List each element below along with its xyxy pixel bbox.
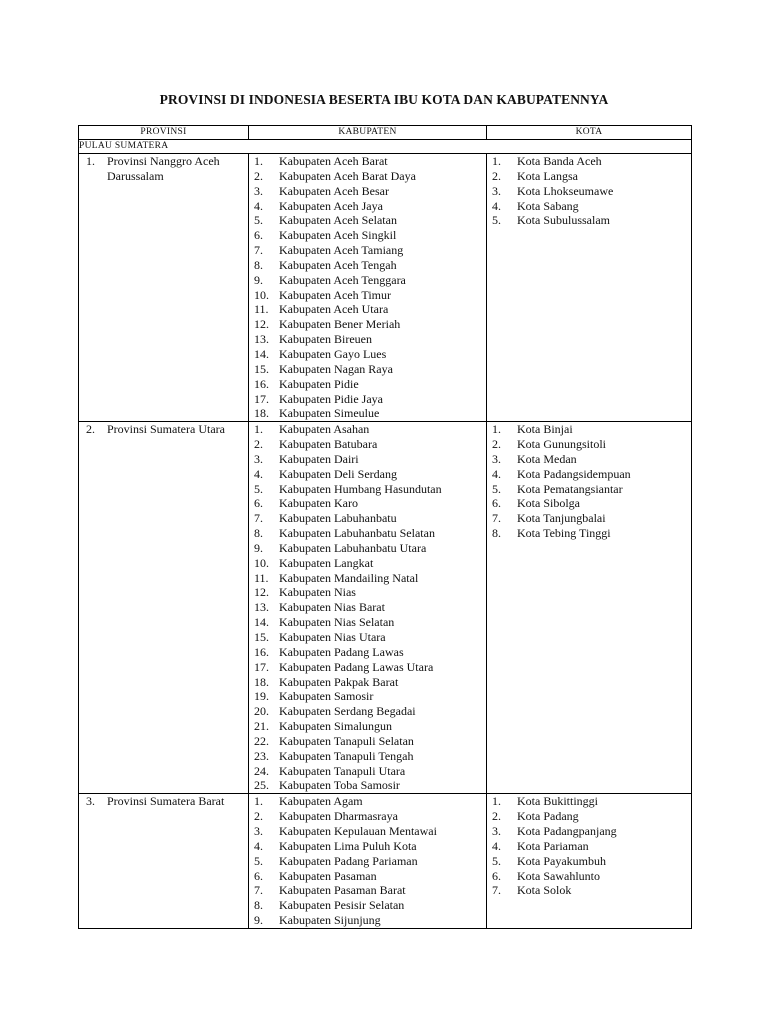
province-item xyxy=(79,422,248,437)
kota-item-label: Kota Langsa xyxy=(517,168,578,183)
kota-item xyxy=(487,496,691,511)
page-title: PROVINSI DI INDONESIA BESERTA IBU KOTA DAN KABUPATENNYA xyxy=(159,92,609,107)
kabupaten-item-label: Kabupaten Nias xyxy=(279,585,356,600)
list-number: 7. xyxy=(492,883,501,898)
kabupaten-item xyxy=(249,332,486,347)
list-number: 4. xyxy=(492,466,501,481)
list-number: 4. xyxy=(492,198,501,213)
kabupaten-item-label: Kabupaten Aceh Besar xyxy=(279,183,389,198)
header-kabupaten: KABUPATEN xyxy=(249,126,487,140)
list-number: 6. xyxy=(492,496,501,511)
kabupaten-item-label: Kabupaten Batubara xyxy=(279,437,378,452)
kabupaten-item xyxy=(249,437,486,452)
kabupaten-item xyxy=(249,600,486,615)
list-number: 7. xyxy=(254,511,263,526)
kabupaten-item-label: Kabupaten Simeulue xyxy=(279,406,380,421)
kabupaten-item-label: Kabupaten Pidie xyxy=(279,376,359,391)
kota-item-label: Kota Padang xyxy=(517,809,579,824)
kabupaten-item xyxy=(249,660,486,675)
list-number: 6. xyxy=(254,868,263,883)
list-number: 9. xyxy=(254,540,263,555)
kabupaten-item-label: Kabupaten Dairi xyxy=(279,451,359,466)
list-number: 14. xyxy=(254,346,269,361)
kota-item-label: Kota Payakumbuh xyxy=(517,853,606,868)
list-number: 21. xyxy=(254,719,269,734)
kabupaten-item-label: Kabupaten Pakpak Barat xyxy=(279,674,399,689)
kabupaten-item xyxy=(249,556,486,571)
list-number: 17. xyxy=(254,391,269,406)
kota-item xyxy=(487,824,691,839)
list-number: 1. xyxy=(254,154,263,168)
kota-cell xyxy=(487,422,692,794)
province-cell xyxy=(79,422,249,794)
list-number: 13. xyxy=(254,332,269,347)
province-cell xyxy=(79,794,249,929)
kota-item xyxy=(487,809,691,824)
kabupaten-item xyxy=(249,898,486,913)
kota-item-label: Kota Binjai xyxy=(517,422,573,437)
kota-item xyxy=(487,422,691,437)
header-row xyxy=(79,126,692,140)
list-number: 5. xyxy=(492,853,501,868)
kabupaten-item xyxy=(249,347,486,362)
header-provinsi: PROVINSI xyxy=(79,126,249,140)
list-number: 1. xyxy=(254,422,263,437)
kabupaten-item xyxy=(249,511,486,526)
kabupaten-item-label: Kabupaten Lima Puluh Kota xyxy=(279,838,417,853)
list-number: 4. xyxy=(254,198,263,213)
kab-cell xyxy=(249,422,487,794)
header-kota: KOTA xyxy=(487,126,692,140)
kabupaten-item xyxy=(249,169,486,184)
island-label: PULAU SUMATERA xyxy=(79,140,692,154)
kota-item xyxy=(487,452,691,467)
kabupaten-item xyxy=(249,362,486,377)
kabupaten-item-label: Kabupaten Aceh Timur xyxy=(279,287,391,302)
kabupaten-item xyxy=(249,317,486,332)
list-number: 2. xyxy=(492,437,501,452)
list-number: 7. xyxy=(254,243,263,258)
kabupaten-item xyxy=(249,630,486,645)
kabupaten-item-label: Kabupaten Aceh Tenggara xyxy=(279,272,406,287)
kota-item-label: Kota Bukittinggi xyxy=(517,794,598,809)
kabupaten-item-label: Kabupaten Mandailing Natal xyxy=(279,570,419,585)
island-row xyxy=(79,140,692,154)
kota-item-label: Kota Gunungsitoli xyxy=(517,437,606,452)
list-number: 24. xyxy=(254,763,269,778)
kota-cell xyxy=(487,154,692,422)
kabupaten-item xyxy=(249,734,486,749)
kabupaten-item-label: Kabupaten Aceh Barat Daya xyxy=(279,168,416,183)
kabupaten-item xyxy=(249,541,486,556)
kabupaten-item-label: Kabupaten Aceh Singkil xyxy=(279,228,397,243)
list-number: 14. xyxy=(254,615,269,630)
list-number: 5. xyxy=(254,853,263,868)
kabupaten-item-label: Kabupaten Langkat xyxy=(279,555,374,570)
kabupaten-item xyxy=(249,258,486,273)
kabupaten-item-label: Kabupaten Nagan Raya xyxy=(279,361,393,376)
kabupaten-item-label: Kabupaten Pidie Jaya xyxy=(279,391,383,406)
kabupaten-item xyxy=(249,869,486,884)
kabupaten-item xyxy=(249,824,486,839)
kota-cell xyxy=(487,794,692,929)
kabupaten-item xyxy=(249,273,486,288)
kabupaten-item xyxy=(249,184,486,199)
kabupaten-item-label: Kabupaten Labuhanbatu xyxy=(279,511,397,526)
province-number: 2. xyxy=(86,422,95,437)
kota-item-label: Kota Subulussalam xyxy=(517,213,610,228)
kabupaten-item xyxy=(249,764,486,779)
kabupaten-item-label: Kabupaten Aceh Barat xyxy=(279,154,388,168)
kota-item-label: Kota Sawahlunto xyxy=(517,868,600,883)
list-number: 9. xyxy=(254,272,263,287)
kabupaten-item xyxy=(249,585,486,600)
kabupaten-item xyxy=(249,883,486,898)
list-number: 12. xyxy=(254,317,269,332)
list-number: 10. xyxy=(254,287,269,302)
kabupaten-item xyxy=(249,467,486,482)
list-number: 3. xyxy=(492,183,501,198)
list-number: 2. xyxy=(254,809,263,824)
list-number: 4. xyxy=(254,466,263,481)
list-number: 12. xyxy=(254,585,269,600)
list-number: 2. xyxy=(492,168,501,183)
kabupaten-item xyxy=(249,675,486,690)
kabupaten-item xyxy=(249,496,486,511)
list-number: 3. xyxy=(492,451,501,466)
kota-item-label: Kota Sibolga xyxy=(517,496,580,511)
list-number: 6. xyxy=(492,868,501,883)
list-number: 16. xyxy=(254,644,269,659)
kabupaten-item-label: Kabupaten Aceh Tamiang xyxy=(279,243,404,258)
province-name: Provinsi Nanggro Aceh xyxy=(107,154,220,168)
kota-item xyxy=(487,467,691,482)
kabupaten-item-label: Kabupaten Aceh Jaya xyxy=(279,198,383,213)
kabupaten-item-label: Kabupaten Tanapuli Tengah xyxy=(279,748,414,763)
kabupaten-item-label: Kabupaten Bener Meriah xyxy=(279,317,401,332)
kabupaten-item xyxy=(249,228,486,243)
kabupaten-item-label: Kabupaten Sijunjung xyxy=(279,913,381,928)
kabupaten-item xyxy=(249,213,486,228)
list-number: 11. xyxy=(254,570,269,585)
kabupaten-item-label: Kabupaten Tanapuli Selatan xyxy=(279,733,414,748)
province-number: 1. xyxy=(86,154,95,168)
kota-item-label: Kota Sabang xyxy=(517,198,579,213)
list-number: 9. xyxy=(254,913,263,928)
province-item xyxy=(79,154,248,184)
province-row xyxy=(79,422,692,794)
kota-item xyxy=(487,511,691,526)
list-number: 17. xyxy=(254,659,269,674)
kabupaten-item xyxy=(249,243,486,258)
list-number: 13. xyxy=(254,600,269,615)
list-number: 3. xyxy=(254,451,263,466)
list-number: 3. xyxy=(254,823,263,838)
list-number: 2. xyxy=(492,809,501,824)
list-number: 8. xyxy=(492,526,501,541)
list-number: 20. xyxy=(254,704,269,719)
kabupaten-item xyxy=(249,302,486,317)
kota-item-label: Kota Pematangsiantar xyxy=(517,481,623,496)
list-number: 18. xyxy=(254,406,269,421)
kabupaten-item-label: Kabupaten Padang Pariaman xyxy=(279,853,418,868)
list-number: 5. xyxy=(492,213,501,228)
kabupaten-item xyxy=(249,645,486,660)
list-number: 22. xyxy=(254,733,269,748)
province-number: 3. xyxy=(86,794,95,809)
kabupaten-item xyxy=(249,854,486,869)
kabupaten-item-label: Kabupaten Deli Serdang xyxy=(279,466,397,481)
kota-item-label: Kota Solok xyxy=(517,883,572,898)
kota-item xyxy=(487,213,691,228)
kabupaten-item-label: Kabupaten Labuhanbatu Selatan xyxy=(279,526,435,541)
kabupaten-item xyxy=(249,794,486,809)
kabupaten-item-label: Kabupaten Nias Utara xyxy=(279,630,386,644)
kota-item-label: Kota Lhokseumawe xyxy=(517,183,614,198)
list-number: 3. xyxy=(254,183,263,198)
list-number: 5. xyxy=(492,481,501,496)
province-cell xyxy=(79,154,249,422)
kota-item-label: Kota Padangsidempuan xyxy=(517,466,631,481)
kota-item xyxy=(487,869,691,884)
kota-item xyxy=(487,169,691,184)
kabupaten-item-label: Kabupaten Tanapuli Utara xyxy=(279,763,406,778)
list-number: 8. xyxy=(254,526,263,541)
list-number: 4. xyxy=(254,838,263,853)
province-row xyxy=(79,154,692,422)
kabupaten-item xyxy=(249,689,486,704)
kabupaten-item-label: Kabupaten Nias Barat xyxy=(279,600,385,615)
list-number: 1. xyxy=(254,794,263,809)
kota-item-label: Kota Banda Aceh xyxy=(517,154,602,168)
province-row xyxy=(79,794,692,929)
kabupaten-item-label: Kabupaten Gayo Lues xyxy=(279,346,387,361)
list-number: 10. xyxy=(254,555,269,570)
list-number: 23. xyxy=(254,748,269,763)
list-number: 18. xyxy=(254,674,269,689)
kota-item xyxy=(487,526,691,541)
province-name: Provinsi Sumatera Barat xyxy=(107,794,225,809)
kabupaten-item xyxy=(249,392,486,407)
kota-item-label: Kota Tebing Tinggi xyxy=(517,526,611,541)
list-number: 7. xyxy=(492,511,501,526)
list-number: 1. xyxy=(492,422,501,437)
list-number: 3. xyxy=(492,823,501,838)
kabupaten-item xyxy=(249,749,486,764)
kota-item-label: Kota Pariaman xyxy=(517,838,589,853)
kabupaten-item xyxy=(249,839,486,854)
kabupaten-item-label: Kabupaten Nias Selatan xyxy=(279,615,395,630)
kabupaten-item-label: Kabupaten Karo xyxy=(279,496,358,511)
kota-item xyxy=(487,794,691,809)
kota-item xyxy=(487,437,691,452)
kabupaten-item-label: Kabupaten Aceh Selatan xyxy=(279,213,397,228)
kabupaten-item-label: Kabupaten Simalungun xyxy=(279,719,392,734)
kab-cell xyxy=(249,154,487,422)
list-number: 25. xyxy=(254,778,269,793)
list-number: 8. xyxy=(254,257,263,272)
kabupaten-item xyxy=(249,704,486,719)
kota-item xyxy=(487,839,691,854)
list-number: 11. xyxy=(254,302,269,317)
list-number: 5. xyxy=(254,213,263,228)
kabupaten-item-label: Kabupaten Dharmasraya xyxy=(279,809,398,824)
kabupaten-item-label: Kabupaten Agam xyxy=(279,794,363,809)
kabupaten-item-label: Kabupaten Pasaman xyxy=(279,868,377,883)
kabupaten-item xyxy=(249,288,486,303)
list-number: 5. xyxy=(254,481,263,496)
kabupaten-item xyxy=(249,452,486,467)
list-number: 19. xyxy=(254,689,269,704)
kota-item xyxy=(487,184,691,199)
kabupaten-item xyxy=(249,526,486,541)
kota-item xyxy=(487,199,691,214)
kabupaten-item-label: Kabupaten Pasaman Barat xyxy=(279,883,406,898)
kabupaten-item xyxy=(249,154,486,169)
list-number: 1. xyxy=(492,154,501,168)
kabupaten-item-label: Kabupaten Aceh Tengah xyxy=(279,257,397,272)
province-name: Darussalam xyxy=(107,168,164,183)
kabupaten-item-label: Kabupaten Bireuen xyxy=(279,332,372,347)
list-number: 8. xyxy=(254,898,263,913)
kabupaten-item xyxy=(249,422,486,437)
kabupaten-item-label: Kabupaten Padang Lawas xyxy=(279,644,404,659)
province-name: Provinsi Sumatera Utara xyxy=(107,422,225,437)
kabupaten-item xyxy=(249,482,486,497)
province-item xyxy=(79,794,248,809)
kabupaten-item-label: Kabupaten Aceh Utara xyxy=(279,302,389,317)
kabupaten-item-label: Kabupaten Kepulauan Mentawai xyxy=(279,823,437,838)
kabupaten-item-label: Kabupaten Labuhanbatu Utara xyxy=(279,540,427,555)
kabupaten-item xyxy=(249,571,486,586)
kota-item-label: Kota Padangpanjang xyxy=(517,823,617,838)
kabupaten-item xyxy=(249,615,486,630)
list-number: 2. xyxy=(254,437,263,452)
kabupaten-item xyxy=(249,406,486,421)
kota-item-label: Kota Tanjungbalai xyxy=(517,511,606,526)
kota-item xyxy=(487,154,691,169)
list-number: 15. xyxy=(254,630,269,644)
kabupaten-item-label: Kabupaten Humbang Hasundutan xyxy=(279,481,442,496)
list-number: 4. xyxy=(492,838,501,853)
province-table xyxy=(78,125,692,929)
kabupaten-item-label: Kabupaten Padang Lawas Utara xyxy=(279,659,434,674)
list-number: 1. xyxy=(492,794,501,809)
kabupaten-item xyxy=(249,913,486,928)
list-number: 16. xyxy=(254,376,269,391)
list-number: 2. xyxy=(254,168,263,183)
kabupaten-item xyxy=(249,778,486,793)
kabupaten-item-label: Kabupaten Toba Samosir xyxy=(279,778,400,793)
kabupaten-item xyxy=(249,719,486,734)
kabupaten-item-label: Kabupaten Pesisir Selatan xyxy=(279,898,405,913)
kota-item-label: Kota Medan xyxy=(517,451,577,466)
list-number: 15. xyxy=(254,361,269,376)
kab-cell xyxy=(249,794,487,929)
kabupaten-item xyxy=(249,199,486,214)
kota-item xyxy=(487,883,691,898)
kabupaten-item-label: Kabupaten Asahan xyxy=(279,422,370,437)
list-number: 6. xyxy=(254,496,263,511)
kabupaten-item xyxy=(249,377,486,392)
kabupaten-item-label: Kabupaten Samosir xyxy=(279,689,374,704)
kabupaten-item xyxy=(249,809,486,824)
list-number: 7. xyxy=(254,883,263,898)
kota-item xyxy=(487,482,691,497)
list-number: 6. xyxy=(254,228,263,243)
kota-item xyxy=(487,854,691,869)
kabupaten-item-label: Kabupaten Serdang Begadai xyxy=(279,704,416,719)
